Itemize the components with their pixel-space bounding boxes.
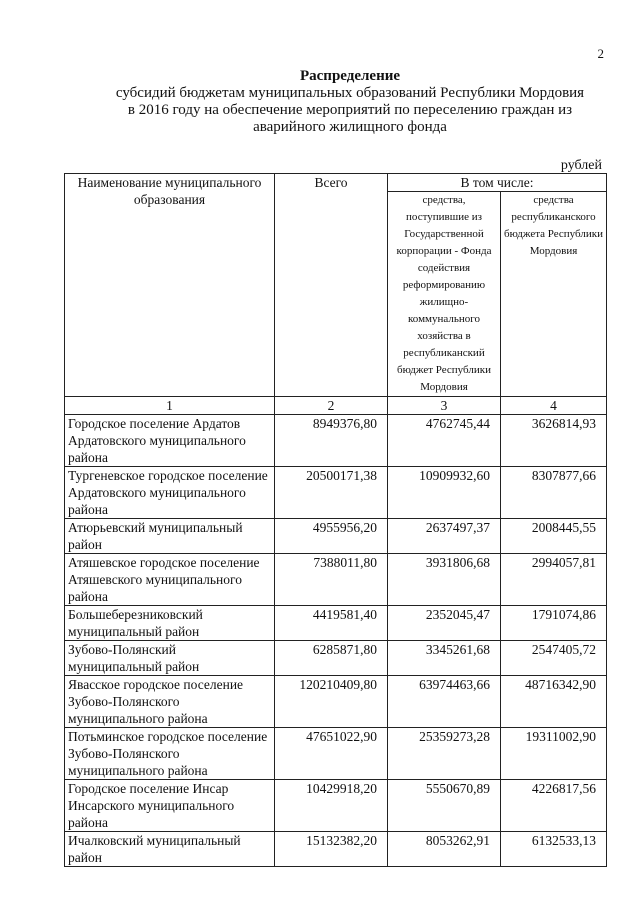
municipality-name-cell: Тургеневское городское поселение Ардатовского муниципального района <box>65 467 275 519</box>
table-row <box>65 780 607 832</box>
total-cell: 15132382,20 <box>275 832 388 867</box>
document-heading <box>60 68 640 136</box>
header-republic-budget: средства республиканского бюджета Республики Мордовия <box>501 192 607 397</box>
distribution-table <box>64 173 607 867</box>
table-row <box>65 728 607 780</box>
republic-amount-cell: 6132533,13 <box>501 832 607 867</box>
header-total: Всего <box>275 174 388 397</box>
table-row <box>65 467 607 519</box>
table-row <box>65 676 607 728</box>
fund-amount-cell: 5550670,89 <box>388 780 501 832</box>
fund-amount-cell: 3931806,68 <box>388 554 501 606</box>
header-including: В том числе: <box>388 174 607 192</box>
total-cell: 4955956,20 <box>275 519 388 554</box>
total-cell: 120210409,80 <box>275 676 388 728</box>
table-header-row <box>65 174 607 192</box>
document-subtitle-line-2: в 2016 году на обеспечение мероприятий по переселению граждан из <box>127 102 573 118</box>
header-municipality-name: Наименование муниципального образования <box>65 174 275 397</box>
republic-amount-cell: 2008445,55 <box>501 519 607 554</box>
total-cell: 20500171,38 <box>275 467 388 519</box>
document-title: Распределение <box>299 68 401 84</box>
republic-amount-cell: 48716342,90 <box>501 676 607 728</box>
municipality-name-cell: Большеберезниковский муниципальный район <box>65 606 275 641</box>
page-number: 2 <box>597 46 604 61</box>
republic-amount-cell: 4226817,56 <box>501 780 607 832</box>
document-subtitle-line-1: субсидий бюджетам муниципальных образований Республики Мордовия <box>115 85 585 101</box>
municipality-name-cell: Зубово-Полянский муниципальный район <box>65 641 275 676</box>
total-cell: 7388011,80 <box>275 554 388 606</box>
header-fund-source: средства, поступившие из Государственной корпорации - Фонда содействия реформированию жилищно-коммунального хозяйства в республиканский бюджет Республики Мордовия <box>388 192 501 397</box>
municipality-name-cell: Городское поселение Ардатов Ардатовского муниципального района <box>65 415 275 467</box>
fund-amount-cell: 63974463,66 <box>388 676 501 728</box>
table-row <box>65 641 607 676</box>
municipality-name-cell: Явасское городское поселение Зубово-Полянского муниципального района <box>65 676 275 728</box>
municipality-name-cell: Атюрьевский муниципальный район <box>65 519 275 554</box>
fund-amount-cell: 8053262,91 <box>388 832 501 867</box>
column-number: 3 <box>388 397 501 415</box>
table-row <box>65 832 607 867</box>
fund-amount-cell: 4762745,44 <box>388 415 501 467</box>
table-row <box>65 554 607 606</box>
fund-amount-cell: 10909932,60 <box>388 467 501 519</box>
republic-amount-cell: 8307877,66 <box>501 467 607 519</box>
total-cell: 4419581,40 <box>275 606 388 641</box>
republic-amount-cell: 3626814,93 <box>501 415 607 467</box>
municipality-name-cell: Атяшевское городское поселение Атяшевского муниципального района <box>65 554 275 606</box>
total-cell: 10429918,20 <box>275 780 388 832</box>
fund-amount-cell: 2637497,37 <box>388 519 501 554</box>
column-number: 4 <box>501 397 607 415</box>
table-body <box>65 415 607 867</box>
municipality-name-cell: Городское поселение Инсар Инсарского муниципального района <box>65 780 275 832</box>
column-number-row <box>65 397 607 415</box>
fund-amount-cell: 25359273,28 <box>388 728 501 780</box>
table-row <box>65 415 607 467</box>
fund-amount-cell: 2352045,47 <box>388 606 501 641</box>
table-row <box>65 519 607 554</box>
republic-amount-cell: 2994057,81 <box>501 554 607 606</box>
total-cell: 8949376,80 <box>275 415 388 467</box>
column-number: 2 <box>275 397 388 415</box>
republic-amount-cell: 1791074,86 <box>501 606 607 641</box>
column-number: 1 <box>65 397 275 415</box>
republic-amount-cell: 19311002,90 <box>501 728 607 780</box>
fund-amount-cell: 3345261,68 <box>388 641 501 676</box>
municipality-name-cell: Потьминское городское поселение Зубово-Полянского муниципального района <box>65 728 275 780</box>
republic-amount-cell: 2547405,72 <box>501 641 607 676</box>
total-cell: 47651022,90 <box>275 728 388 780</box>
municipality-name-cell: Ичалковский муниципальный район <box>65 832 275 867</box>
table-row <box>65 606 607 641</box>
currency-unit: рублей <box>560 158 602 173</box>
total-cell: 6285871,80 <box>275 641 388 676</box>
document-subtitle-line-3: аварийного жилищного фонда <box>253 119 447 135</box>
